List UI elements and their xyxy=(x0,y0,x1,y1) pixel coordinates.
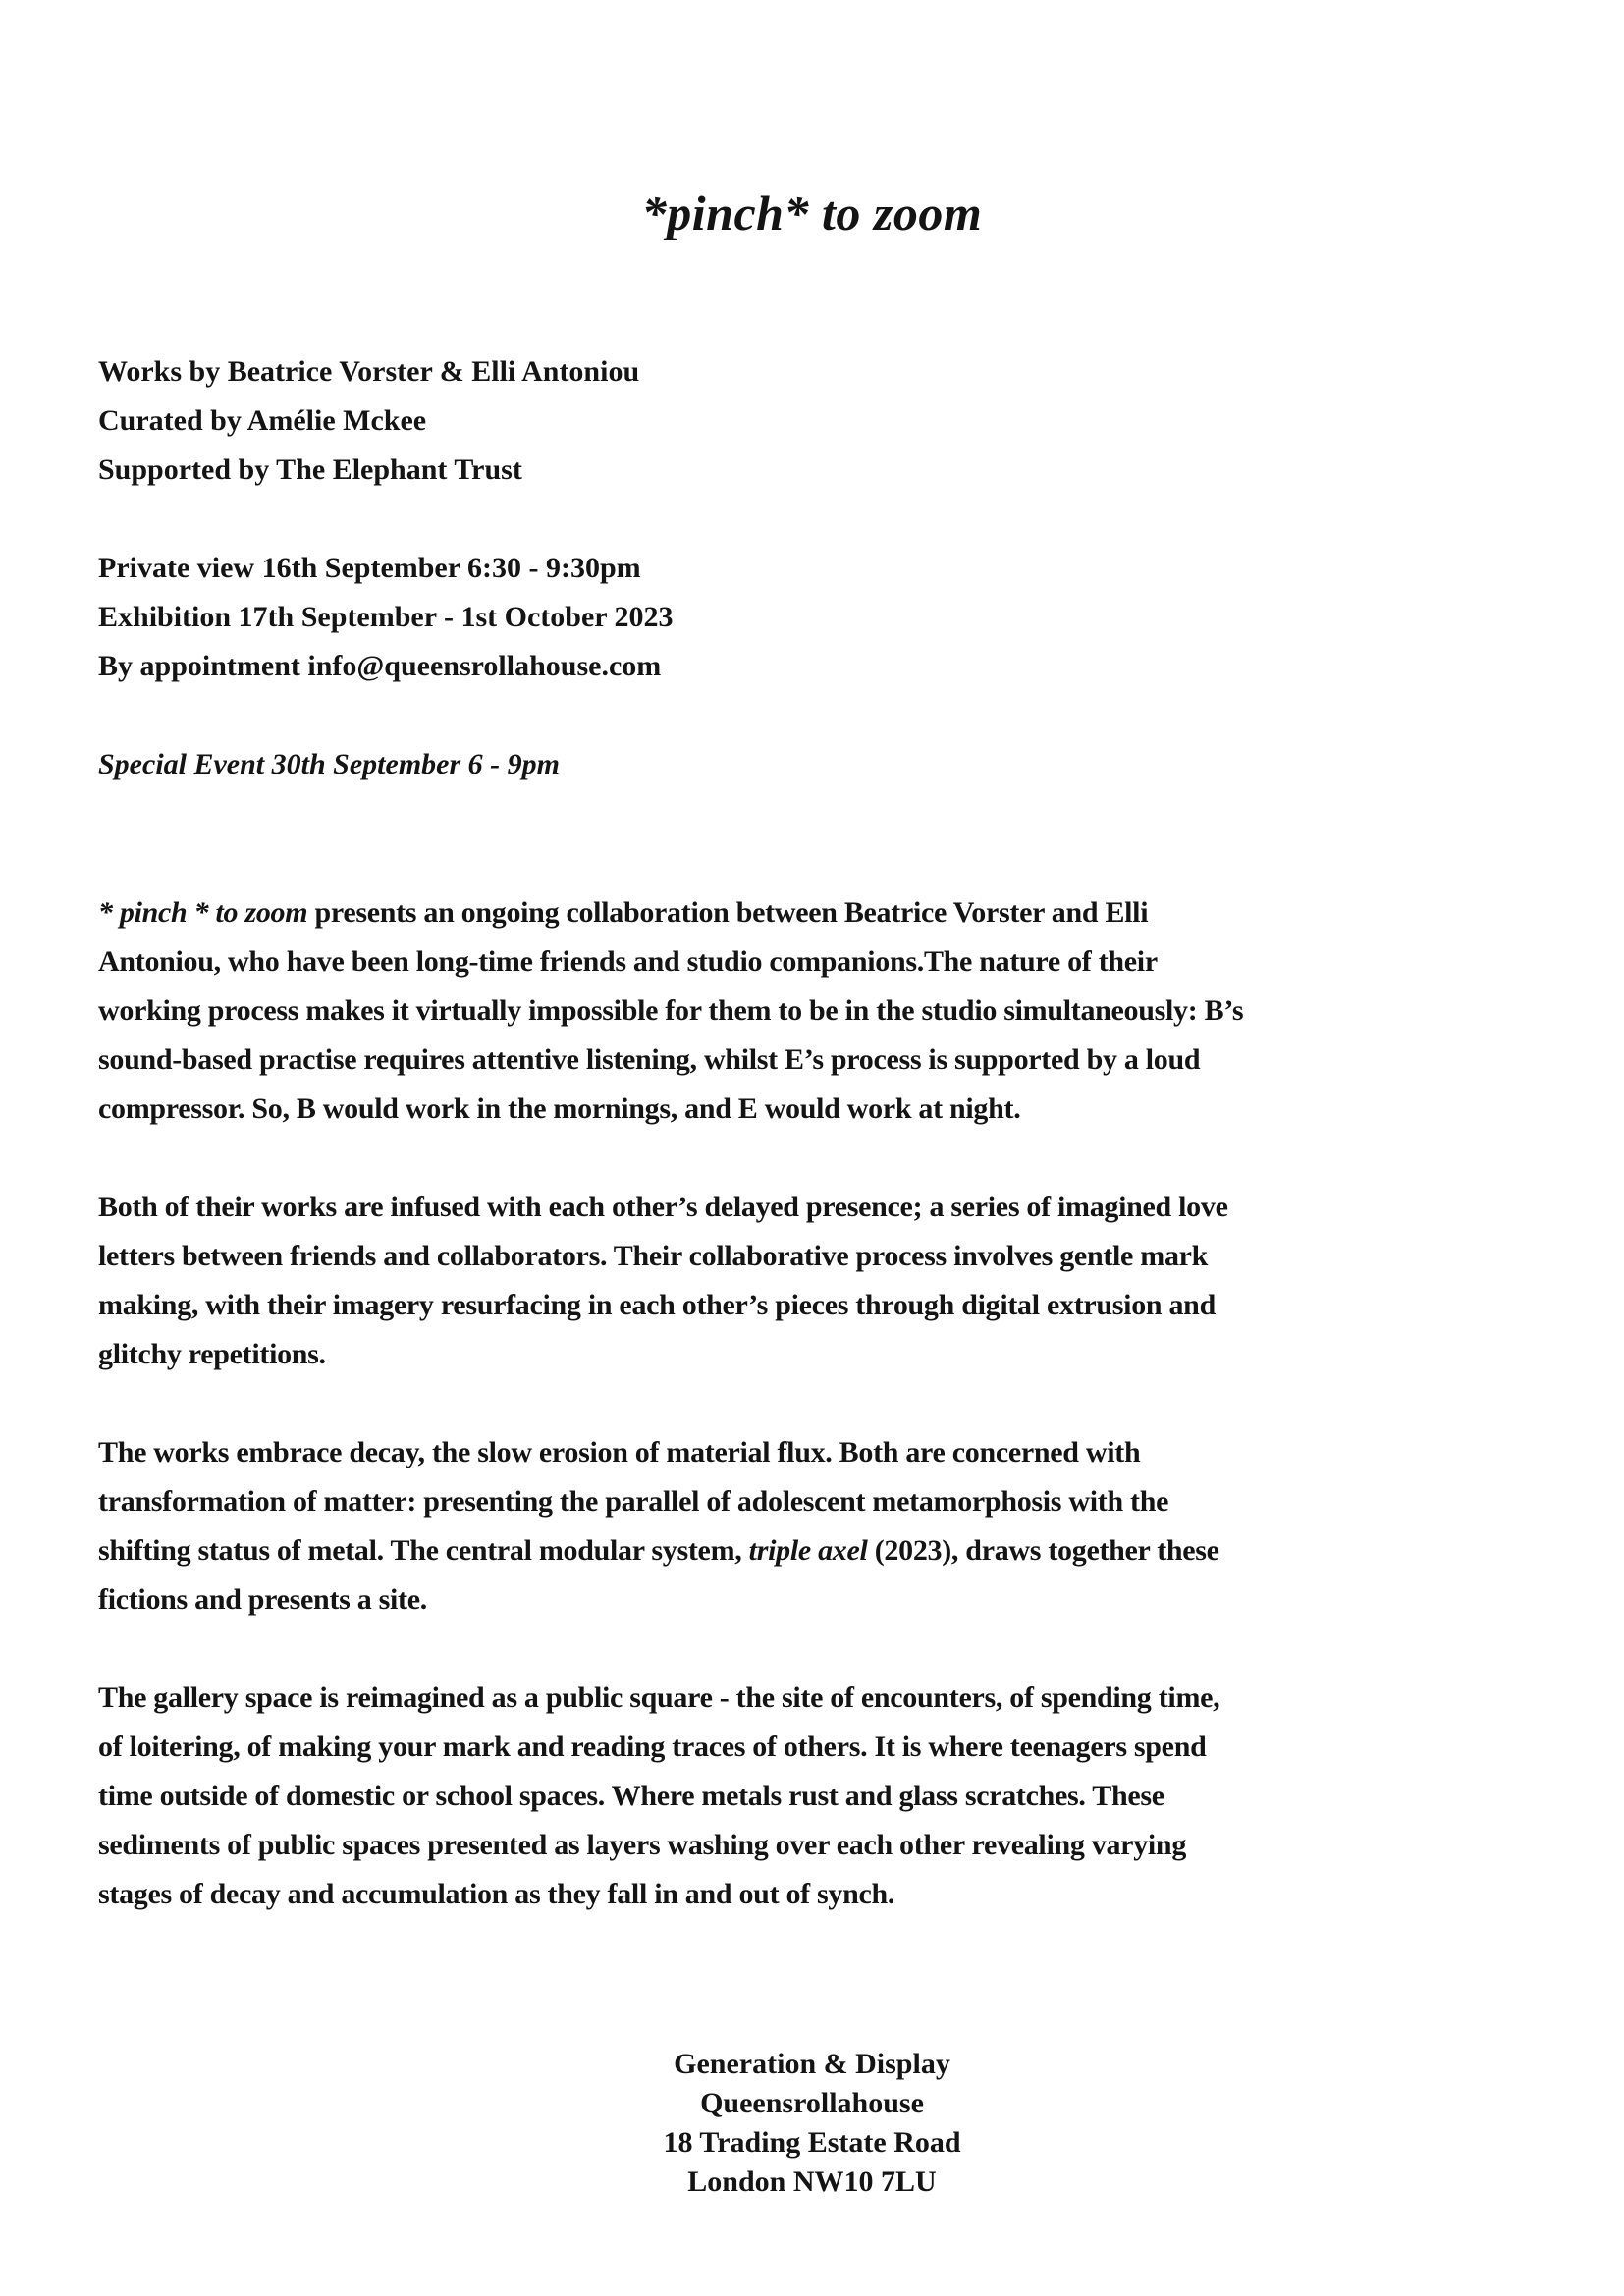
paragraph-line: compressor. So, B would work in the mornings, and E would work at night. xyxy=(98,1093,1021,1125)
private-view-line: Private view 16th September 6:30 - 9:30pm xyxy=(98,552,641,584)
paragraph-line: stages of decay and accumulation as they fall in and out of synch. xyxy=(98,1878,895,1910)
paragraph-line: sediments of public spaces presented as layers washing over each other revealing varying xyxy=(98,1829,1187,1861)
appointment-label: By appointment xyxy=(98,650,308,682)
address-line-name: Queensrollahouse xyxy=(700,2087,924,2119)
paragraph-line: time outside of domestic or school spaces. Where metals rust and glass scratches. These xyxy=(98,1780,1164,1812)
paragraph-line: fictions and presents a site. xyxy=(98,1583,427,1616)
paragraph-intro xyxy=(98,888,1542,1134)
paragraph-line: working process makes it virtually impossible for them to be in the studio simultaneously: B’s xyxy=(98,994,1244,1027)
paragraph-line: Both of their works are infused with each other’s delayed presence; a series of imagined love xyxy=(98,1191,1228,1223)
paragraph-line: of loitering, of making your mark and reading traces of others. It is where teenagers spend xyxy=(98,1731,1207,1763)
paragraph-line: letters between friends and collaborators. Their collaborative process involves gentle mark xyxy=(98,1240,1209,1272)
paragraph-decay xyxy=(98,1428,1542,1625)
address-line-venue: Generation & Display xyxy=(674,2048,950,2080)
paragraph-line: * pinch * to zoom presents an ongoing collaboration between Beatrice Vorster and Elli xyxy=(98,896,1149,929)
appointment-email[interactable]: info@queensrollahouse.com xyxy=(307,650,662,682)
paragraph-presence xyxy=(98,1183,1542,1379)
appointment-line xyxy=(98,642,674,691)
inline-title-italic: * pinch * to zoom xyxy=(98,896,308,929)
credits-block xyxy=(98,347,639,495)
paragraph-line: The gallery space is reimagined as a public square - the site of encounters, of spending time, xyxy=(98,1682,1220,1714)
special-event-line: Special Event 30th September 6 - 9pm xyxy=(98,748,560,780)
paragraph-line: making, with their imagery resurfacing in each other’s pieces through digital extrusion and xyxy=(98,1289,1216,1321)
paragraph-line: sound-based practise requires attentive listening, whilst E’s process is supported by a loud xyxy=(98,1043,1201,1076)
paragraph-line: shifting status of metal. The central modular system, triple axel (2023), draws together these xyxy=(98,1534,1219,1567)
exhibition-dates-line: Exhibition 17th September - 1st October 2023 xyxy=(98,601,674,633)
paragraph-line: The works embrace decay, the slow erosion of material flux. Both are concerned with xyxy=(98,1436,1141,1468)
supported-by-line: Supported by The Elephant Trust xyxy=(98,454,522,486)
paragraph-gallery-space xyxy=(98,1674,1542,1919)
paragraph-line: glitchy repetitions. xyxy=(98,1338,326,1370)
schedule-block xyxy=(98,544,674,691)
address-line-street: 18 Trading Estate Road xyxy=(663,2126,961,2159)
exhibition-title: *pinch* to zoom xyxy=(641,186,983,240)
curated-by-line: Curated by Amélie Mckee xyxy=(98,404,427,437)
works-by-line: Works by Beatrice Vorster & Elli Antoniou xyxy=(98,355,640,388)
artwork-title-italic: triple axel xyxy=(748,1534,868,1567)
venue-address xyxy=(0,2045,1624,2202)
paragraph-line: Antoniou, who have been long-time friends and studio companions.The nature of their xyxy=(98,945,1158,978)
address-line-city: London NW10 7LU xyxy=(687,2165,937,2198)
paragraph-line: transformation of matter: presenting the parallel of adolescent metamorphosis with the xyxy=(98,1485,1169,1518)
